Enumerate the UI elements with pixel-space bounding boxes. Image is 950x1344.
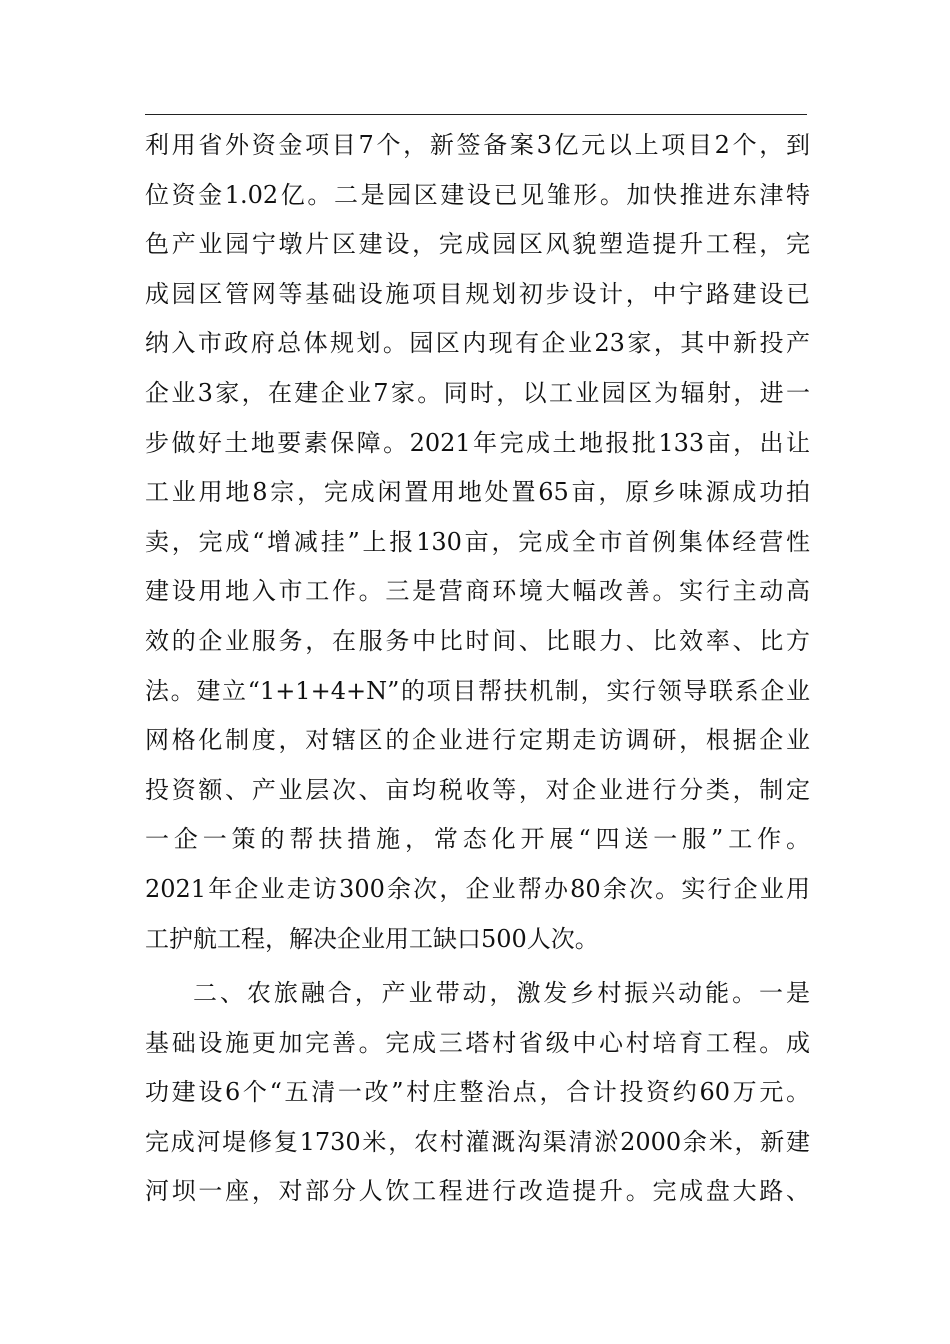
text-line: 投资额、产业层次、亩均税收等，对企业进行分类，制定 [145,775,810,804]
text-line: 利用省外资金项目7个，新签备案3亿元以上项目2个，到 [145,131,810,159]
text-line: 建设用地入市工作。三是营商环境大幅改善。实行主动高 [145,577,810,606]
text-line: 工业用地8宗，完成闲置用地处置65亩，原乡味源成功拍 [145,478,810,507]
text-line: 企业3家，在建企业7家。同时，以工业园区为辐射，进一 [145,378,810,407]
text-line: 2021年企业走访300余次，企业帮办80余次。实行企业用 [145,874,810,903]
paragraph-1 [145,121,810,964]
text-line: 二、农旅融合，产业带动，激发乡村振兴动能。一是 [193,979,810,1008]
paragraph-2 [145,969,810,1217]
text-line: 工护航工程，解决企业用工缺口500人次。 [145,924,599,953]
text-line: 色产业园宁墩片区建设，完成园区风貌塑造提升工程，完 [145,230,810,259]
text-line: 成园区管网等基础设施项目规划初步设计，中宁路建设已 [145,279,810,308]
text-line: 步做好土地要素保障。2021年完成土地报批133亩，出让 [145,428,810,457]
text-line: 位资金1.02亿。二是园区建设已见雏形。加快推进东津特 [145,180,810,209]
text-line: 纳入市政府总体规划。园区内现有企业23家，其中新投产 [145,329,810,358]
text-line: 卖，完成“增减挂”上报130亩，完成全市首例集体经营性 [145,527,810,556]
text-line: 功建设6个“五清一改”村庄整治点，合计投资约60万元。 [145,1078,810,1107]
text-line: 一企一策的帮扶措施，常态化开展“四送一服”工作。 [145,825,810,854]
text-line: 河坝一座，对部分人饮工程进行改造提升。完成盘大路、 [145,1177,810,1206]
text-line: 完成河堤修复1730米，农村灌溉沟渠清淤2000余米，新建 [145,1127,810,1156]
text-line: 法。建立“1+1+4+N”的项目帮扶机制，实行领导联系企业 [145,676,810,705]
text-line: 效的企业服务，在服务中比时间、比眼力、比效率、比方 [145,626,810,655]
text-line: 网格化制度，对辖区的企业进行定期走访调研，根据企业 [145,726,810,755]
text-line: 基础设施更加完善。完成三塔村省级中心村培育工程。成 [145,1028,810,1057]
header-rule [145,114,807,115]
body-text [145,121,810,1217]
